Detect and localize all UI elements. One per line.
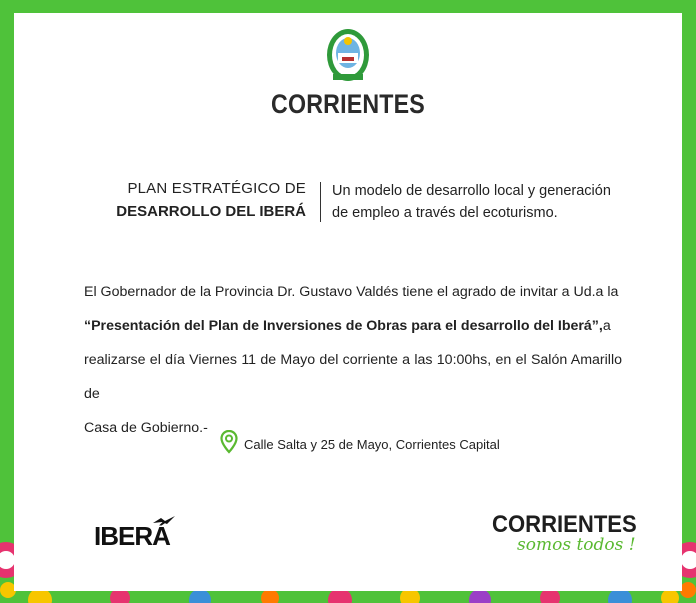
corrientes-logo: CORRIENTES (492, 511, 637, 538)
invitation-card (14, 13, 682, 591)
invitation-line4: Casa de Gobierno.- (84, 420, 208, 436)
plan-divider (320, 182, 321, 222)
invitation-line1: El Gobernador de la Provincia Dr. Gustavo Valdés tiene el agrado de invitar a Ud.a la (84, 284, 619, 300)
plan-description-line2: de empleo a través del ecoturismo. (332, 205, 558, 221)
event-title: “Presentación del Plan de Inversiones de Obras para el desarrollo del Iberá”, (84, 318, 603, 334)
ibera-logo: IBERÁ (94, 521, 170, 551)
map-pin-icon (220, 430, 238, 454)
plan-description-line1: Un modelo de desarrollo local y generación (332, 183, 611, 199)
brand-title: CORRIENTES (271, 89, 425, 119)
corrientes-slogan: somos todos ! (517, 535, 636, 555)
provincial-crest-icon (325, 27, 371, 85)
plan-title-line1: PLAN ESTRATÉGICO DE (127, 180, 306, 197)
invitation-line2-tail: a (602, 318, 611, 334)
plan-title (110, 180, 306, 220)
invitation-body (84, 275, 622, 445)
invitation-line2 (84, 309, 622, 343)
plan-description (332, 180, 632, 224)
bird-icon (152, 515, 176, 527)
plan-title-line2: DESARROLLO DEL IBERÁ (116, 203, 306, 220)
event-address: Calle Salta y 25 de Mayo, Corrientes Capital (244, 437, 500, 452)
invitation-line3: realizarse el día Viernes 11 de Mayo del corriente a las 10:00hs, en el Salón Amarillo de (84, 352, 622, 402)
